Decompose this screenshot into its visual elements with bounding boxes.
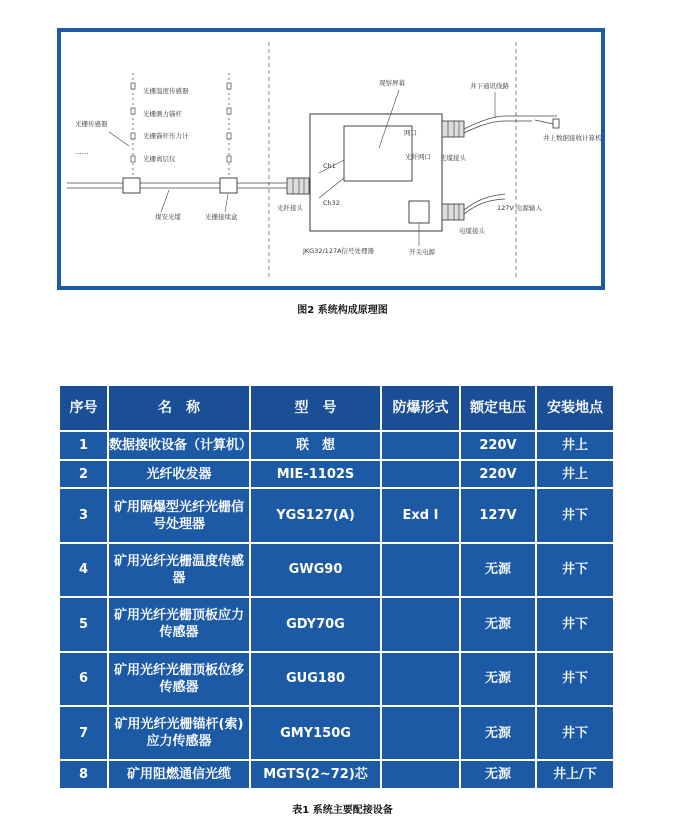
sensor-string-1 bbox=[131, 73, 135, 178]
label-mine-cable: 煤安光缆 bbox=[155, 213, 181, 221]
cell-voltage: 无源 bbox=[460, 543, 536, 597]
cell-name: 矿用光纤光栅顶板应力传感器 bbox=[108, 597, 250, 651]
label-switch-power: 开关电源 bbox=[409, 248, 435, 256]
table-row bbox=[59, 543, 614, 597]
cell-model: GWG90 bbox=[250, 543, 381, 597]
computer-node bbox=[553, 119, 559, 128]
cell-seq: 5 bbox=[59, 597, 108, 651]
table-row bbox=[59, 652, 614, 706]
cell-seq: 1 bbox=[59, 431, 108, 460]
cell-explosion-type bbox=[381, 543, 460, 597]
cell-model: GMY150G bbox=[250, 706, 381, 760]
leader-sensor-group bbox=[109, 132, 129, 146]
label-ch1: Ch1 bbox=[323, 162, 336, 170]
cell-model: YGS127(A) bbox=[250, 488, 381, 542]
cell-seq: 7 bbox=[59, 706, 108, 760]
label-comm-cable: 井下通讯线路 bbox=[470, 82, 509, 90]
header-model: 型 号 bbox=[250, 385, 381, 431]
comm-cable-2 bbox=[464, 121, 532, 133]
cell-voltage: 无源 bbox=[460, 706, 536, 760]
label-computer: 井上数据接收计算机 bbox=[543, 134, 602, 142]
cell-location: 井上 bbox=[536, 460, 614, 489]
cell-model: MGTS(2~72)芯 bbox=[250, 760, 381, 789]
cell-model: 联 想 bbox=[250, 431, 381, 460]
cell-explosion-type: Exd I bbox=[381, 488, 460, 542]
switch-power-box bbox=[409, 201, 429, 223]
cell-location: 井上 bbox=[536, 431, 614, 460]
label-splice-box: 光栅接续盒 bbox=[205, 213, 238, 221]
header-explosion-type: 防爆形式 bbox=[381, 385, 460, 431]
cell-voltage: 无源 bbox=[460, 597, 536, 651]
label-fiber-port: 光纤网口 bbox=[405, 153, 431, 161]
computer-link bbox=[535, 120, 553, 124]
label-processor: JKG32/127A信号处理器 bbox=[303, 247, 375, 255]
figure-caption: 图2 系统构成原理图 bbox=[297, 305, 388, 316]
leader-mine-cable bbox=[161, 190, 169, 212]
table-row bbox=[59, 760, 614, 789]
table-row bbox=[59, 597, 614, 651]
label-ch32: Ch32 bbox=[323, 199, 340, 207]
cell-model: GUG180 bbox=[250, 652, 381, 706]
table-header-row bbox=[59, 385, 614, 431]
cell-location: 井上/下 bbox=[536, 760, 614, 789]
label-power-input-text: 127V 电源输入 bbox=[497, 204, 542, 212]
cell-explosion-type bbox=[381, 460, 460, 489]
cell-voltage: 无源 bbox=[460, 760, 536, 789]
label-sensor-temp: 光栅温度传感器 bbox=[143, 87, 189, 95]
fiber-connector-left bbox=[287, 178, 309, 194]
cell-seq: 2 bbox=[59, 460, 108, 489]
table-row bbox=[59, 488, 614, 542]
equipment-table bbox=[58, 384, 615, 790]
label-ellipsis: ...... bbox=[75, 148, 89, 156]
header-name: 名 称 bbox=[108, 385, 250, 431]
cell-name: 矿用光纤光栅锚杆(索)应力传感器 bbox=[108, 706, 250, 760]
cell-location: 井下 bbox=[536, 706, 614, 760]
cell-location: 井下 bbox=[536, 488, 614, 542]
table-row bbox=[59, 460, 614, 489]
label-sensor-group: 光栅传感器 bbox=[75, 120, 108, 128]
cell-voltage: 127V bbox=[460, 488, 536, 542]
cell-name: 矿用阻燃通信光缆 bbox=[108, 760, 250, 789]
table-row bbox=[59, 706, 614, 760]
cell-model: MIE-1102S bbox=[250, 460, 381, 489]
cell-voltage: 220V bbox=[460, 460, 536, 489]
cell-name: 矿用光纤光栅温度传感器 bbox=[108, 543, 250, 597]
cell-location: 井下 bbox=[536, 597, 614, 651]
table-header bbox=[59, 385, 614, 431]
cell-explosion-type bbox=[381, 706, 460, 760]
header-location: 安装地点 bbox=[536, 385, 614, 431]
cell-model: GDY70G bbox=[250, 597, 381, 651]
cell-explosion-type bbox=[381, 597, 460, 651]
table-caption: 表1 系统主要配接设备 bbox=[292, 805, 393, 816]
leader-splice-box bbox=[225, 194, 228, 212]
sensor-string-2 bbox=[227, 73, 231, 178]
table-row bbox=[59, 431, 614, 460]
label-power-input bbox=[497, 203, 542, 212]
cell-seq: 3 bbox=[59, 488, 108, 542]
splice-box-2 bbox=[220, 178, 237, 193]
power-connector bbox=[442, 204, 464, 220]
label-sensor-bolt-pressure: 光栅锚杆压力计 bbox=[143, 132, 189, 140]
screen-box bbox=[344, 126, 412, 181]
label-sensor-separation: 光栅离层仪 bbox=[143, 155, 176, 163]
system-diagram bbox=[57, 28, 605, 290]
cell-explosion-type bbox=[381, 652, 460, 706]
cell-seq: 6 bbox=[59, 652, 108, 706]
label-connector-power: 电缆接头 bbox=[459, 227, 485, 235]
cell-voltage: 220V bbox=[460, 431, 536, 460]
cell-seq: 4 bbox=[59, 543, 108, 597]
cell-voltage: 无源 bbox=[460, 652, 536, 706]
cell-location: 井下 bbox=[536, 652, 614, 706]
splice-box-1 bbox=[123, 178, 140, 193]
cell-name: 矿用光纤光栅顶板位移传感器 bbox=[108, 652, 250, 706]
table-body bbox=[59, 431, 614, 789]
label-network-port: 网口 bbox=[404, 129, 417, 137]
cable-connector-top bbox=[442, 121, 464, 137]
header-voltage: 额定电压 bbox=[460, 385, 536, 431]
cell-name: 矿用隔爆型光纤光栅信号处理器 bbox=[108, 488, 250, 542]
label-connector-left: 光纤接头 bbox=[277, 204, 303, 212]
cell-name: 数据接收设备（计算机） bbox=[108, 431, 250, 460]
cell-explosion-type bbox=[381, 431, 460, 460]
label-sensor-anchor: 光栅测力锚杆 bbox=[143, 110, 182, 118]
label-screen: 观察屏幕 bbox=[379, 79, 405, 87]
cell-name: 光纤收发器 bbox=[108, 460, 250, 489]
cell-explosion-type bbox=[381, 760, 460, 789]
label-connector-mid: 光缆接头 bbox=[440, 154, 466, 162]
cell-location: 井下 bbox=[536, 543, 614, 597]
cell-seq: 8 bbox=[59, 760, 108, 789]
header-seq: 序号 bbox=[59, 385, 108, 431]
